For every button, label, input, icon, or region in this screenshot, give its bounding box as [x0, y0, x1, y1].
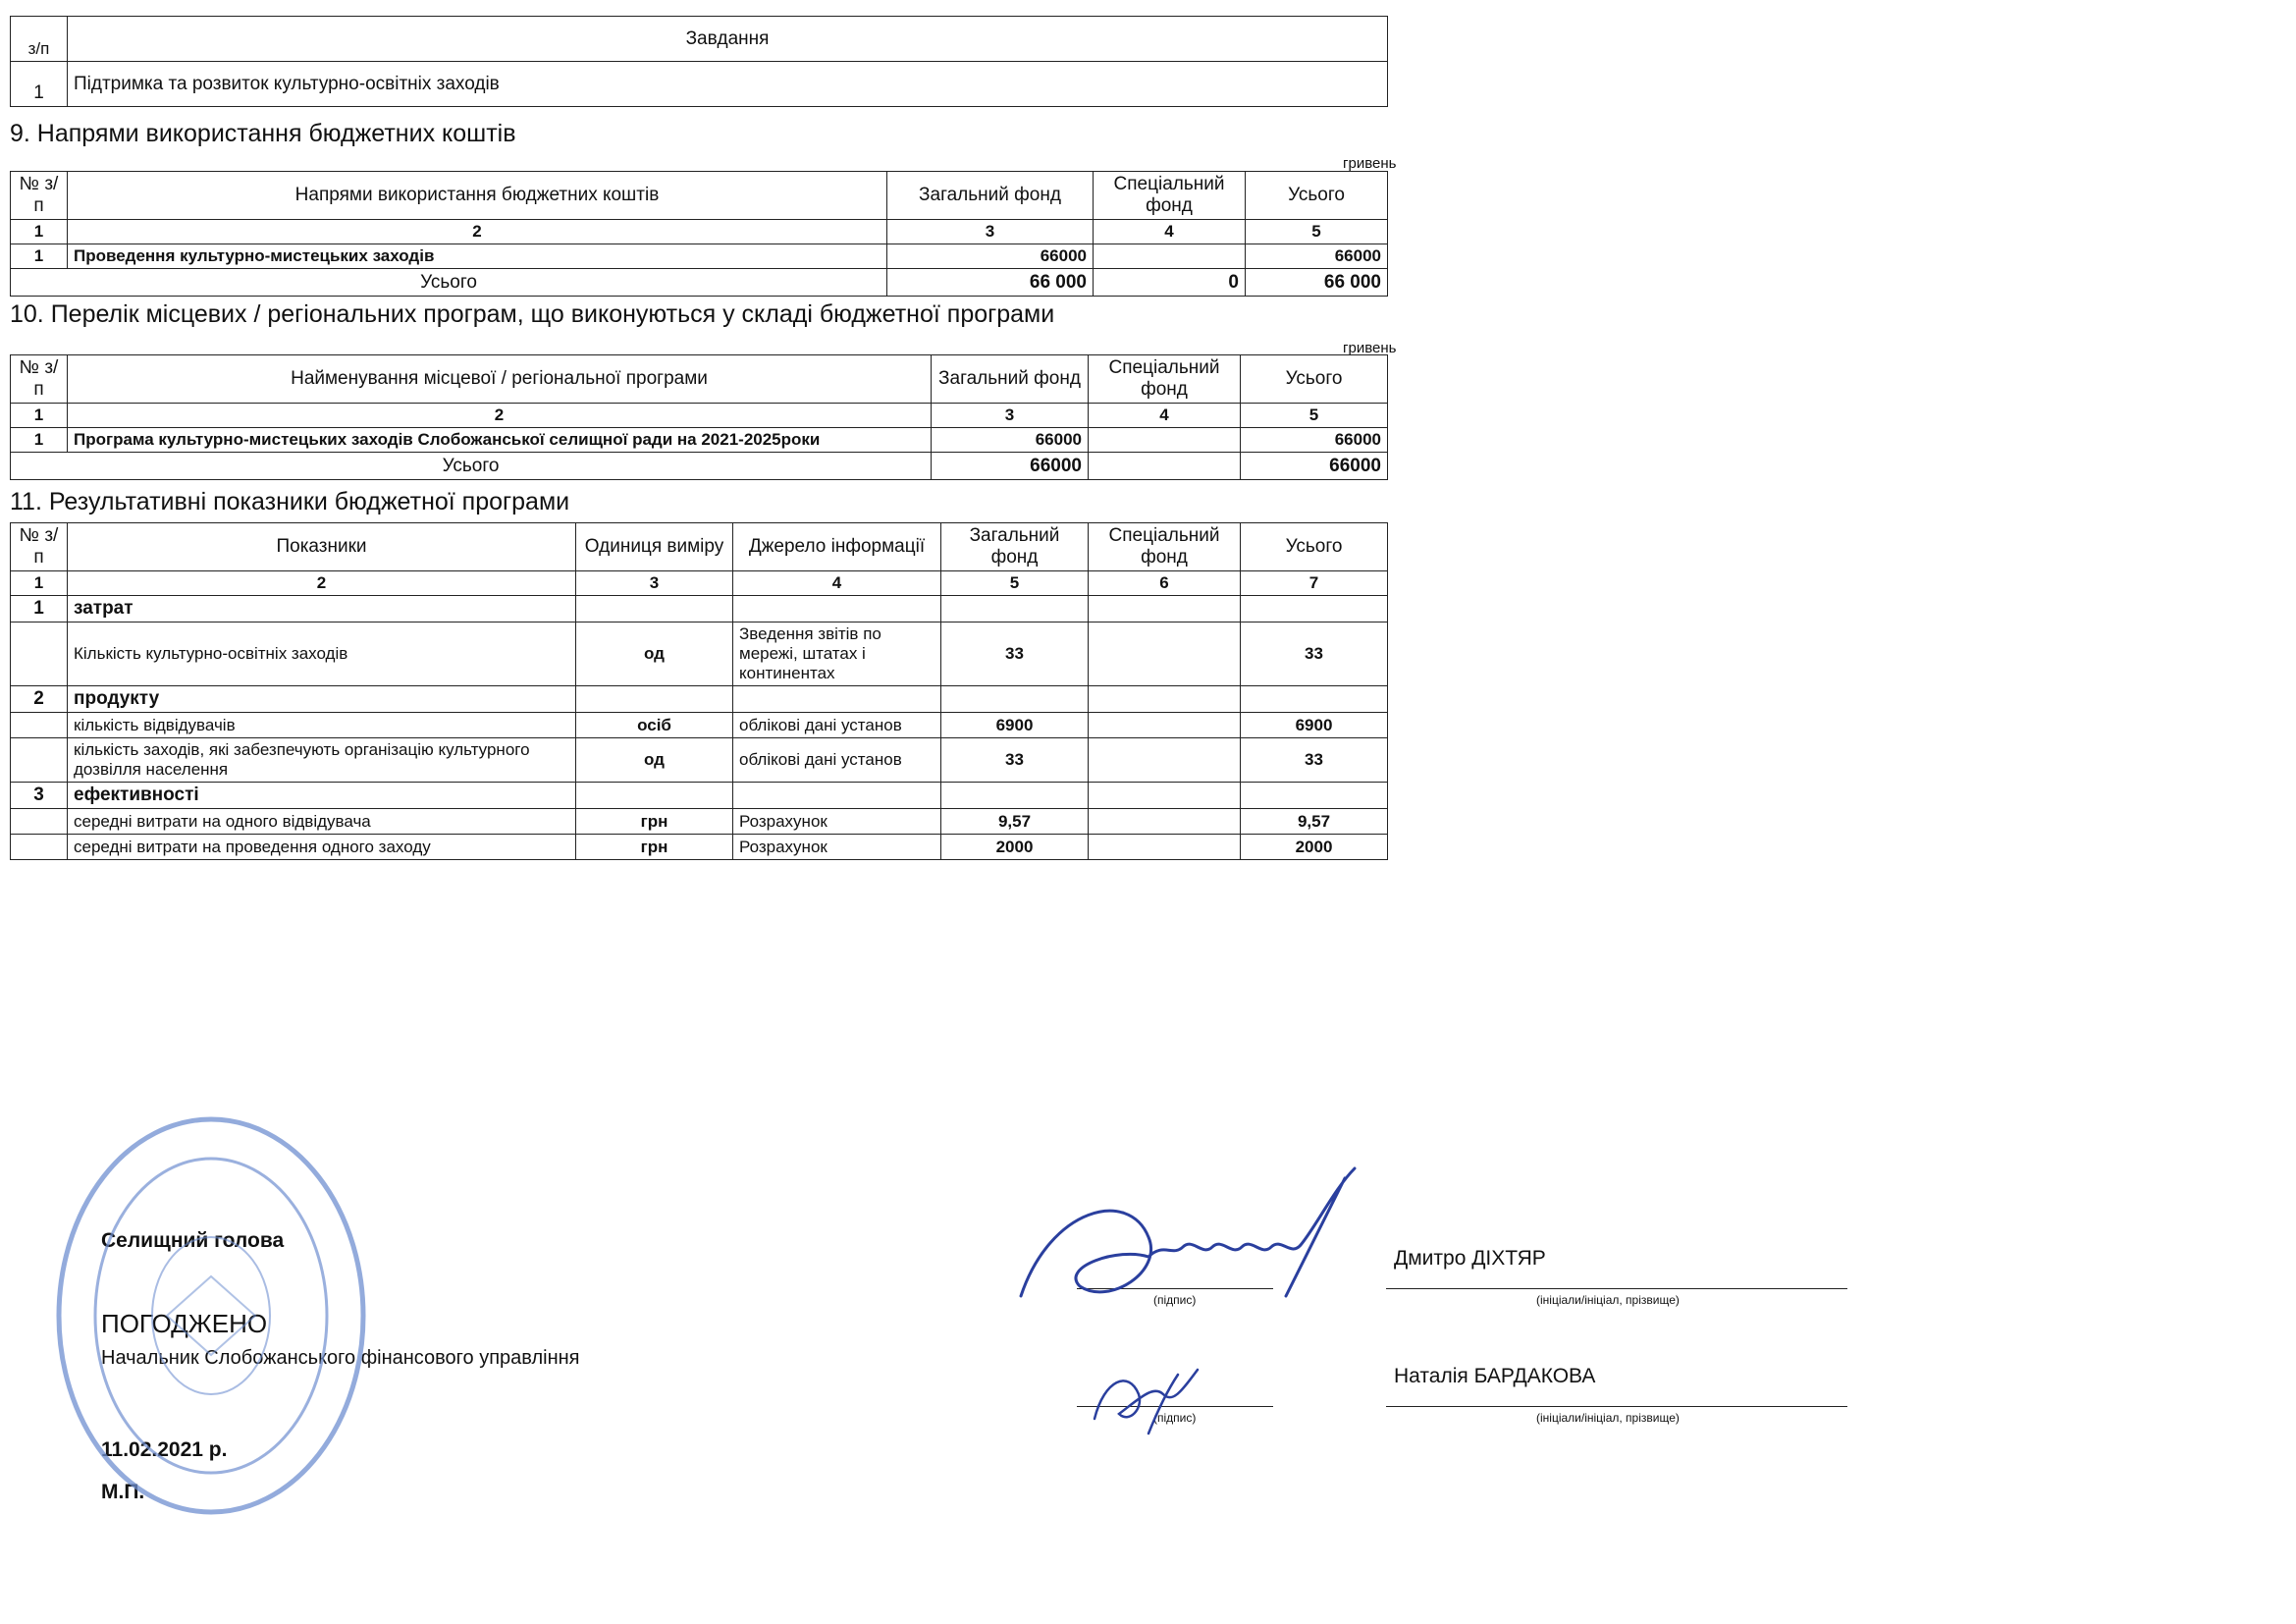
table-row: [11, 738, 1388, 783]
indicator-total: 6900: [1241, 713, 1388, 738]
indicator-source: Розрахунок: [733, 809, 941, 835]
s9-colnum: 1: [11, 220, 68, 244]
table-row: [11, 244, 1388, 269]
s11-colnum: 6: [1089, 571, 1241, 596]
s9-colnum: 3: [887, 220, 1094, 244]
indicator-general: 33: [941, 738, 1089, 783]
table-row: [11, 623, 1388, 686]
official-stamp-icon: [49, 1110, 373, 1522]
head-initials-label: (ініціали/ініціал, прізвище): [1536, 1293, 1680, 1307]
s9-total-total: 66 000: [1246, 269, 1388, 297]
s10-row-general: 66000: [932, 428, 1089, 453]
s10-header-name: Найменування місцевої / регіональної програми: [68, 355, 932, 404]
indicator-total: 2000: [1241, 835, 1388, 860]
s9-row-name: Проведення культурно-мистецьких заходів: [68, 244, 887, 269]
s11-header-num: № з/п: [11, 523, 68, 571]
table-total-row: [11, 269, 1388, 297]
indicator-source: облікові дані установ: [733, 738, 941, 783]
s9-total-special: 0: [1094, 269, 1246, 297]
section-9-unit: гривень: [1343, 155, 1397, 172]
head-name-line: [1386, 1288, 1847, 1289]
group-title: продукту: [68, 686, 576, 713]
s10-total-label: Усього: [11, 453, 932, 480]
indicator-source: Зведення звітів по мережі, штатах і континентах: [733, 623, 941, 686]
table-row: [11, 713, 1388, 738]
s9-header-special: Спеціальний фонд: [1094, 172, 1246, 220]
indicator-general: 2000: [941, 835, 1089, 860]
s10-header-total: Усього: [1241, 355, 1388, 404]
s9-total-general: 66 000: [887, 269, 1094, 297]
indicator-name: кількість відвідувачів: [68, 713, 576, 738]
s9-header-total: Усього: [1246, 172, 1388, 220]
indicator-source: облікові дані установ: [733, 713, 941, 738]
s9-colnum: 5: [1246, 220, 1388, 244]
group-row: [11, 686, 1388, 713]
task-text: Підтримка та розвиток культурно-освітніх заходів: [68, 62, 1388, 107]
group-num: 1: [11, 596, 68, 623]
table-row: [11, 428, 1388, 453]
s10-row-total: 66000: [1241, 428, 1388, 453]
document-date: 11.02.2021 р.: [101, 1438, 228, 1461]
indicator-general: 9,57: [941, 809, 1089, 835]
s10-header-special: Спеціальний фонд: [1089, 355, 1241, 404]
s11-colnum: 3: [576, 571, 733, 596]
s10-row-name: Програма культурно-мистецьких заходів Слобожанської селищної ради на 2021-2025роки: [68, 428, 932, 453]
indicator-total: 33: [1241, 623, 1388, 686]
indicator-special: [1089, 835, 1241, 860]
indicator-unit: грн: [576, 835, 733, 860]
finance-title: Начальник Слобожанського фінансового управління: [101, 1347, 580, 1369]
head-signature-icon: [991, 1149, 1404, 1335]
tasks-table: [10, 16, 1388, 107]
s10-total-general: 66000: [932, 453, 1089, 480]
table-row: [11, 835, 1388, 860]
head-name: Дмитро ДІХТЯР: [1394, 1247, 1546, 1270]
s11-colnum: 1: [11, 571, 68, 596]
indicator-name: Кількість культурно-освітніх заходів: [68, 623, 576, 686]
section-10-title: 10. Перелік місцевих / регіональних програм, що виконуються у складі бюджетної програми: [10, 300, 1055, 328]
group-title: затрат: [68, 596, 576, 623]
tasks-header-task: Завдання: [68, 17, 1388, 62]
indicator-special: [1089, 623, 1241, 686]
s9-row-general: 66000: [887, 244, 1094, 269]
group-num: 2: [11, 686, 68, 713]
section-9-table: [10, 171, 1388, 297]
indicator-special: [1089, 738, 1241, 783]
s9-row-num: 1: [11, 244, 68, 269]
s11-colnum: 5: [941, 571, 1089, 596]
head-title: Селищний голова: [101, 1229, 285, 1252]
finance-name-line: [1386, 1406, 1847, 1407]
s10-header-general: Загальний фонд: [932, 355, 1089, 404]
s10-total-special: [1089, 453, 1241, 480]
table-row: [11, 62, 1388, 107]
table-total-row: [11, 453, 1388, 480]
s9-colnum: 2: [68, 220, 887, 244]
s10-row-special: [1089, 428, 1241, 453]
s10-colnum: 3: [932, 404, 1089, 428]
indicator-special: [1089, 713, 1241, 738]
indicator-total: 33: [1241, 738, 1388, 783]
s11-header-general: Загальний фонд: [941, 523, 1089, 571]
indicator-general: 33: [941, 623, 1089, 686]
tasks-header-num: з/п: [11, 17, 68, 62]
s10-header-num: № з/п: [11, 355, 68, 404]
s11-header-source: Джерело інформації: [733, 523, 941, 571]
indicator-special: [1089, 809, 1241, 835]
s9-header-name: Напрями використання бюджетних коштів: [68, 172, 887, 220]
indicator-unit: од: [576, 738, 733, 783]
s11-colnum: 2: [68, 571, 576, 596]
s9-header-num: № з/п: [11, 172, 68, 220]
s11-header-name: Показники: [68, 523, 576, 571]
approved-label: ПОГОДЖЕНО: [101, 1309, 268, 1338]
finance-initials-label: (ініціали/ініціал, прізвище): [1536, 1411, 1680, 1425]
indicator-name: середні витрати на одного відвідувача: [68, 809, 576, 835]
indicator-unit: од: [576, 623, 733, 686]
s9-colnum: 4: [1094, 220, 1246, 244]
indicator-unit: грн: [576, 809, 733, 835]
section-11-title: 11. Результативні показники бюджетної програми: [10, 488, 570, 515]
s10-row-num: 1: [11, 428, 68, 453]
indicator-source: Розрахунок: [733, 835, 941, 860]
s9-header-general: Загальний фонд: [887, 172, 1094, 220]
indicator-name: кількість заходів, які забезпечують організацію культурного дозвілля населення: [68, 738, 576, 783]
s11-header-unit: Одиниця виміру: [576, 523, 733, 571]
group-row: [11, 783, 1388, 809]
s10-total-total: 66000: [1241, 453, 1388, 480]
task-num: 1: [11, 62, 68, 107]
s9-total-label: Усього: [11, 269, 887, 297]
group-row: [11, 596, 1388, 623]
indicator-total: 9,57: [1241, 809, 1388, 835]
section-11-table: [10, 522, 1388, 860]
s10-colnum: 4: [1089, 404, 1241, 428]
s11-colnum: 7: [1241, 571, 1388, 596]
s10-colnum: 5: [1241, 404, 1388, 428]
section-10-unit: гривень: [1343, 340, 1397, 356]
s10-colnum: 1: [11, 404, 68, 428]
s9-row-special: [1094, 244, 1246, 269]
s11-header-total: Усього: [1241, 523, 1388, 571]
section-9-title: 9. Напрями використання бюджетних коштів: [10, 120, 516, 147]
seal-place: М.П.: [101, 1481, 145, 1503]
finance-name: Наталія БАРДАКОВА: [1394, 1365, 1596, 1387]
head-sign-label: (підпис): [1153, 1293, 1197, 1307]
table-row: [11, 809, 1388, 835]
group-num: 3: [11, 783, 68, 809]
s11-header-special: Спеціальний фонд: [1089, 523, 1241, 571]
indicator-unit: осіб: [576, 713, 733, 738]
s9-row-total: 66000: [1246, 244, 1388, 269]
finance-sign-label: (підпис): [1153, 1411, 1197, 1425]
group-title: ефективності: [68, 783, 576, 809]
s10-colnum: 2: [68, 404, 932, 428]
indicator-name: середні витрати на проведення одного заходу: [68, 835, 576, 860]
s11-colnum: 4: [733, 571, 941, 596]
section-10-table: [10, 354, 1388, 480]
indicator-general: 6900: [941, 713, 1089, 738]
finance-signature-icon: [1080, 1350, 1217, 1438]
